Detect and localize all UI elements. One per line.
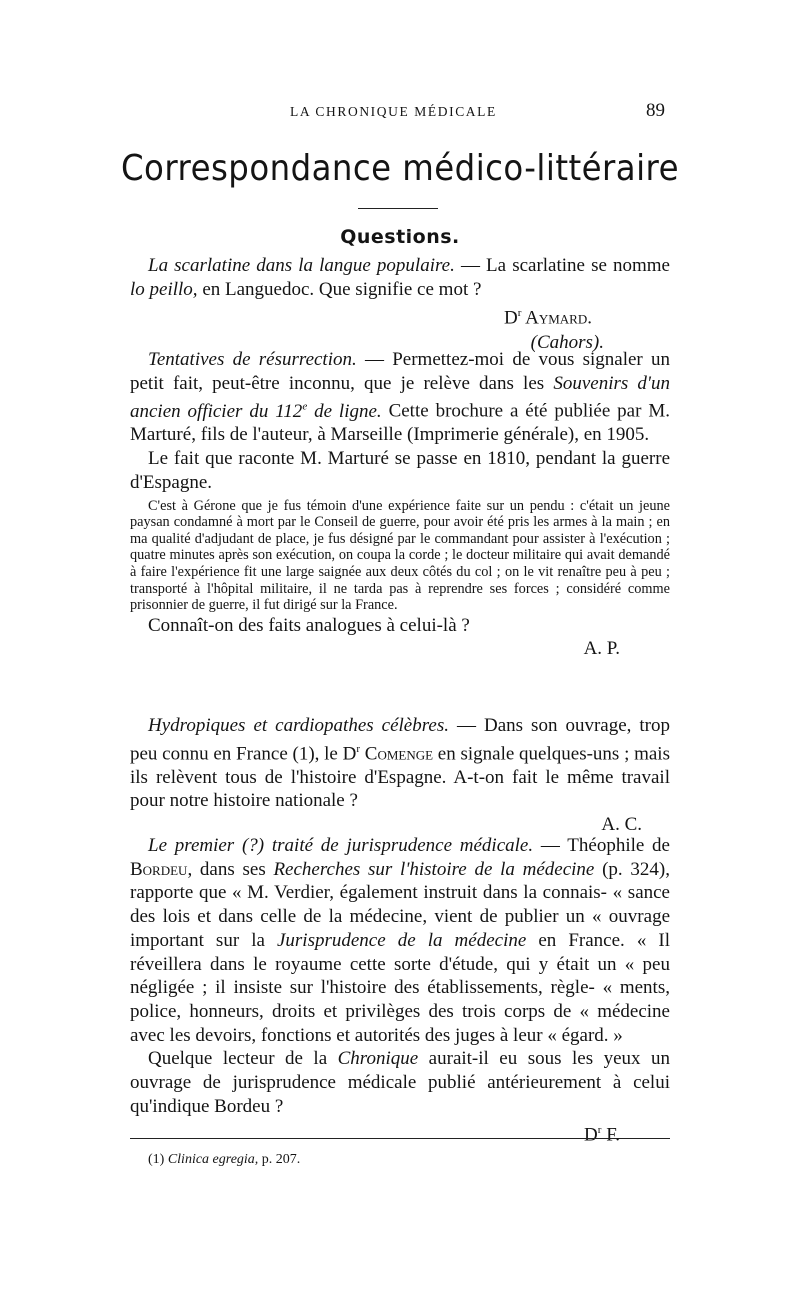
signature: $D^r$ F. xyxy=(584,1124,620,1146)
signature-place: (Cahors). xyxy=(530,331,604,353)
quoted-passage: C'est à Gérone que je fus témoin d'une expérience faite sur un pendu : c'était un jeune paysan condamné à mort par le Conseil de guerre, pour avoir été pris les armes à la main ; en ma qualité d'adjudant de place, je fus désigné par le commandant pour assister à l'exécution ; quatre minutes après son exécution, on coupa la corde ; le docteur militaire qui avait demandé à faire l'expérience fit une large saignée aux deux côtés du col ; on le vit renaître peu à peu ; transporté à l'hôpital militaire, il ne tarda pas à reprendre ses forces ; considéré comme prisonnier de guerre, il fut dirigé sur la France. xyxy=(130,497,670,614)
question-paragraph: Le fait que raconte M. Marturé se passe en 1810, pendant la guerre d'Espagne. xyxy=(130,448,670,493)
book-title: Souvenirs d'un ancien officier du 112e de ligne. xyxy=(130,372,670,422)
signature: A. C. xyxy=(601,814,642,836)
author-name: Comenge xyxy=(360,743,434,765)
question-scarlatine xyxy=(130,254,670,355)
question-title: La scarlatine dans la langue populaire. xyxy=(148,255,455,276)
signature-name: Aymard. xyxy=(521,307,592,329)
question-title: Le premier (?) traité de jurisprudence médicale. xyxy=(148,835,534,856)
question-paragraph: Le premier (?) traité de jurisprudence médicale. — Théophile de Bordeu, dans ses Recherches sur l'histoire de la médecine (p. 324), rapporte que « M. Verdier, également instruit dans la connais- « sance des lois et dans celle de la médecine, vient de publier un « ouvrage important sur la Jurisprudence de la médecine en France. « Il réveillera dans le royaume cette sorte d'étude, qui y était un « peu négligée ; il insiste sur l'histoire des établissements, règle- « ments, police, honneurs, droits et privilèges des trois corps de « médecine avec les devoirs, fonctions et autorités des juges à leur « égard. » xyxy=(130,835,671,1046)
journal-title: Chronique xyxy=(337,1048,419,1070)
section-heading: Questions. xyxy=(340,226,460,248)
author-name: Bordeu xyxy=(130,858,188,880)
question-paragraph: Tentatives de résurrection. — Permettez-moi de vous signaler un petit fait, peut-être inconnu, que je relève dans les Souvenirs d'un ancien officier du 112e de ligne. Cette brochure a été publiée par M. Marturé, fils de l'auteur, à Marseille (Imprimerie générale), en 1905. xyxy=(130,349,670,446)
question-paragraph: Connaît-on des faits analogues à celui-là ? xyxy=(148,614,470,636)
signature: A. P. xyxy=(583,638,620,660)
page-title: Correspondance médico-littéraire xyxy=(120,148,679,189)
book-title: Jurisprudence de la médecine xyxy=(276,929,527,951)
question-paragraph: La scarlatine dans la langue populaire. — La scarlatine se nomme lo peillo, en Languedoc. Que signifie ce mot ? xyxy=(130,255,670,300)
question-hydropiques xyxy=(130,714,670,837)
footnote: (1) Clinica egregia, p. 207. xyxy=(148,1152,301,1167)
page-number: 89 xyxy=(646,100,665,121)
running-title: LA CHRONIQUE MÉDICALE xyxy=(290,104,497,119)
question-jurisprudence xyxy=(130,834,670,1148)
question-title: Hydropiques et cardiopathes célèbres. xyxy=(148,715,450,736)
signature: $D^r$ Aymard. xyxy=(504,307,592,329)
dialect-term: lo peillo, xyxy=(130,278,198,300)
title-divider xyxy=(358,208,438,209)
question-resurrection xyxy=(130,348,670,661)
question-title: Tentatives de résurrection. xyxy=(148,349,357,370)
footnote-divider xyxy=(130,1138,670,1139)
question-paragraph: Quelque lecteur de la Chronique aurait-il eu sous les yeux un ouvrage de jurisprudence médicale publié antérieurement à celui qu'indique Bordeu ? xyxy=(130,1048,670,1117)
question-paragraph: Hydropiques et cardiopathes célèbres. — Dans son ouvrage, trop peu connu en France (1), le $D^r$ Comenge en signale quelques-uns ; mais ils relèvent tous de l'histoire d'Espagne. A-t-on fait le même travail pour notre histoire nationale ? xyxy=(130,715,670,812)
book-title: Recherches sur l'histoire de la médecine xyxy=(273,858,595,880)
